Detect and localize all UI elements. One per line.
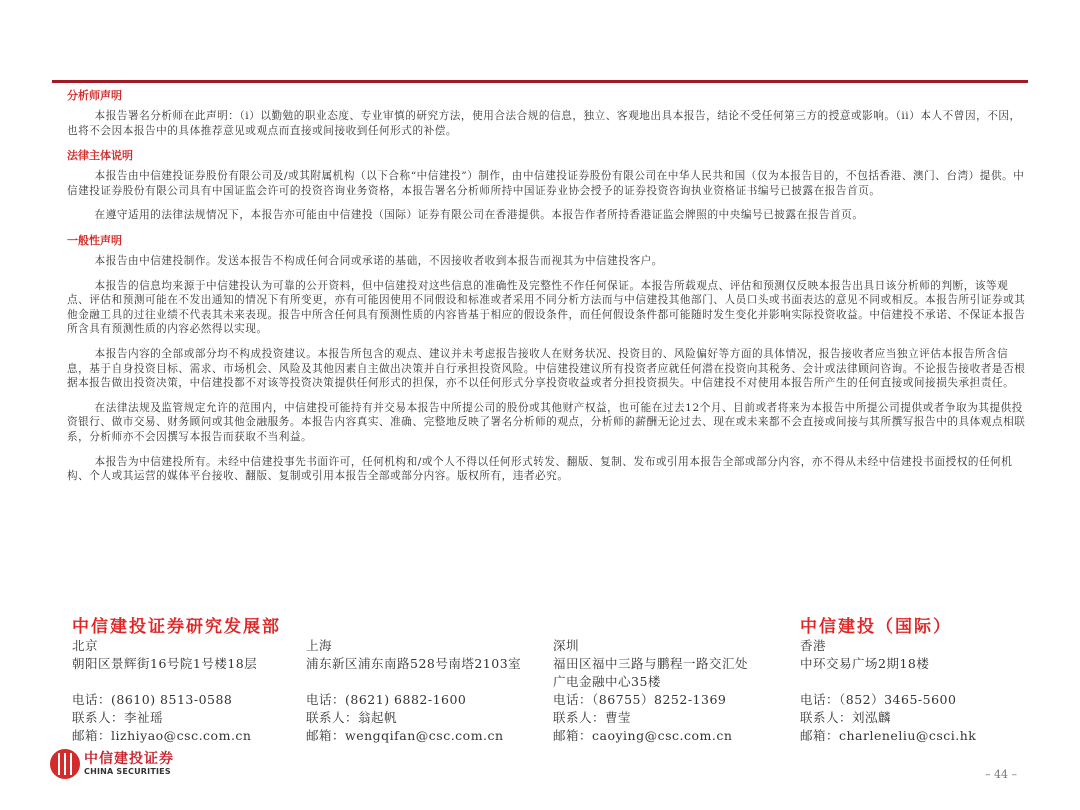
company-logo xyxy=(50,749,174,779)
office-address-2 xyxy=(72,673,257,691)
paragraph: 在遵守适用的法律法规情况下，本报告亦可能由中信建投（国际）证券有限公司在香港提供。本报告作者所持香港证监会牌照的中央编号已披露在报告首页。 xyxy=(94,209,864,222)
office-email[interactable]: 邮箱：wengqifan@csc.com.cn xyxy=(306,728,504,743)
office-address: 浦东新区浦东南路528号南塔2103室 xyxy=(306,656,522,671)
org-international: 中信建投（国际） xyxy=(800,617,952,637)
disclaimer-content xyxy=(67,88,1027,494)
office-city: 上海 xyxy=(306,638,333,653)
paragraph: 在法律法规及监管规定允许的范围内，中信建投可能持有并交易本报告中所提公司的股份或其他财产权益，也可能在过去12个月、目前或者将来为本报告中所提公司提供或者争取为其提供投资银行、做市交易、财务顾问或其他金融服务。本报告内容真实、准确、完整地反映了署名分析师的观点，分析师的薪酬无论过去、现在或未来都不会直接或间接与其所撰写报告中的具体观点相联系，分析师亦不会因撰写本报告而获取不当利益。 xyxy=(67,401,1026,443)
office-contact: 联系人：曹莹 xyxy=(553,710,632,725)
office-contact: 联系人：刘泓麟 xyxy=(800,710,892,725)
office-city: 北京 xyxy=(72,638,99,653)
office-email[interactable]: 邮箱：charleneliu@csci.hk xyxy=(800,728,977,743)
office-email[interactable]: 邮箱：caoying@csc.com.cn xyxy=(553,728,733,743)
office-contact: 联系人：李祉瑶 xyxy=(72,710,164,725)
office-beijing xyxy=(72,637,257,745)
office-address: 福田区福中三路与鹏程一路交汇处 xyxy=(553,656,749,671)
paragraph: 本报告为中信建投所有。未经中信建投事先书面许可，任何机构和/或个人不得以任何形式转发、翻版、复制、发布或引用本报告全部或部分内容，亦不得从未经中信建投书面授权的任何机构、个人或其运营的媒体平台接收、翻版、复制或引用本报告全部或部分内容。版权所有，违者必究。 xyxy=(67,455,1013,483)
section-legal-entity xyxy=(67,148,1027,223)
office-shanghai xyxy=(306,637,521,745)
office-address-2 xyxy=(800,673,976,691)
office-city: 深圳 xyxy=(553,638,580,653)
office-address: 中环交易广场2期18楼 xyxy=(800,656,930,671)
office-phone: 电话：（852）3465-5600 xyxy=(800,692,957,707)
section-heading: 分析师声明 xyxy=(67,89,122,102)
office-email[interactable]: 邮箱：lizhiyao@csc.com.cn xyxy=(72,728,252,743)
office-phone: 电话：（86755）8252-1369 xyxy=(553,692,727,707)
office-address-2: 广电金融中心35楼 xyxy=(553,674,661,689)
office-phone: 电话：(8610) 8513-0588 xyxy=(72,692,233,707)
office-address-2 xyxy=(306,673,521,691)
paragraph: 本报告由中信建投证券股份有限公司及/或其附属机构（以下合称“中信建投”）制作，由中信建投证券股份有限公司在中华人民共和国（仅为本报告目的，不包括香港、澳门、台湾）提供。中信建投证券股份有限公司具有中国证监会许可的投资咨询业务资格，本报告署名分析师所持中国证券业协会授予的证券投资咨询执业资格证书编号已披露在报告首页。 xyxy=(67,170,1025,197)
section-heading: 一般性声明 xyxy=(67,233,122,247)
office-city: 香港 xyxy=(800,638,827,653)
office-address: 朝阳区景辉街16号院1号楼18层 xyxy=(72,656,258,671)
office-contact: 联系人：翁起帆 xyxy=(306,710,398,725)
logo-text-en: CHINA SECURITIES xyxy=(84,767,171,776)
logo-text-cn: 中信建投证券 xyxy=(84,751,174,767)
paragraph: 本报告署名分析师在此声明：（i）以勤勉的职业态度、专业审慎的研究方法，使用合法合规的信息，独立、客观地出具本报告，结论不受任何第三方的授意或影响。（ii）本人不曾因，不因，也将不会因本报告中的具体推荐意见或观点而直接或间接收到任何形式的补偿。 xyxy=(67,110,1021,137)
paragraph: 本报告的信息均来源于中信建投认为可靠的公开资料，但中信建投对这些信息的准确性及完整性不作任何保证。本报告所载观点、评估和预测仅反映本报告出具日该分析师的判断，该等观点、评估和预测可能在不发出通知的情况下有所变更，亦有可能因使用不同假设和标准或者采用不同分析方法而与中信建投其他部门、人员口头或书面表达的意见不同或相反。本报告所引证券或其他金融工具的过往业绩不代表其未来表现。报告中所含任何具有预测性质的内容皆基于相应的假设条件，而任何假设条件都可能随时发生变化并影响实际投资收益。中信建投不承诺、不保证本报告所含具有预测性质的内容必然得以实现。 xyxy=(67,279,1026,336)
section-analyst-statement xyxy=(67,88,1027,138)
citic-logo-icon xyxy=(50,749,80,779)
office-hongkong xyxy=(800,637,976,745)
page-number: – 44 – xyxy=(985,768,1017,781)
section-general-statement xyxy=(67,233,1027,484)
office-shenzhen xyxy=(553,637,748,745)
section-heading: 法律主体说明 xyxy=(67,149,133,163)
paragraph: 本报告由中信建投制作。发送本报告不构成任何合同或承诺的基础，不因接收者收到本报告而视其为中信建投客户。 xyxy=(94,254,663,267)
org-research-dept: 中信建投证券研究发展部 xyxy=(72,617,281,637)
header-rule xyxy=(52,80,1028,83)
office-phone: 电话：(8621) 6882-1600 xyxy=(306,692,467,707)
paragraph: 本报告内容的全部或部分均不构成投资建议。本报告所包含的观点、建议并未考虑报告接收人在财务状况、投资目的、风险偏好等方面的具体情况，报告接收者应当独立评估本报告所含信息，基于自身投资目标、需求、市场机会、风险及其他因素自主做出决策并自行承担投资风险。中信建投建议所有投资者应就任何潜在投资向其税务、会计或法律顾问咨询。不论报告接收者是否根据本报告做出投资决策，中信建投都不对该等投资决策提供任何形式的担保，亦不以任何形式分享投资收益或者分担投资损失。中信建投不对使用本报告所产生的任何直接或间接损失承担责任。 xyxy=(67,347,1026,390)
